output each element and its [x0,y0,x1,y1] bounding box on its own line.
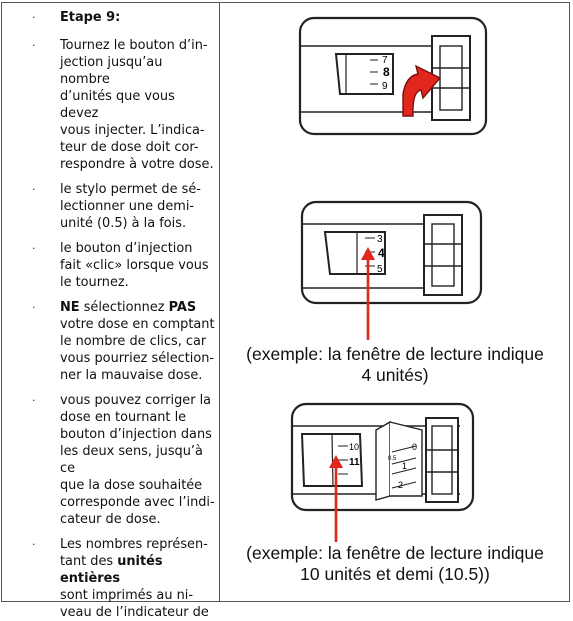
pen-dial-illustration-3 [290,402,475,512]
column-divider [219,2,220,602]
list-item: · le stylo permet de sé- lectionner une demi- unité (0.5) à la fois. [32,182,201,231]
scale-number: 3 [377,234,383,245]
step-heading: Etape 9: [60,10,121,25]
dial-number: 1 [402,461,408,471]
indicator-arrow-icon [326,454,346,544]
figure-caption: (exemple: la fenêtre de lecture indique 10 unités et demi (10.5)) [246,543,544,584]
figure-caption: (exemple: la fenêtre de lecture indique 4 unités) [246,344,544,385]
list-item: · Tournez le bouton d’in- jection jusqu’au nombre d’unités que vous devez vous injecter. L’indica- teur de dose doit cor- respondre à votre dose. [32,38,214,172]
scale-number: 4 [378,246,385,260]
list-item: · Les nombres représen- tant des unités entières sont imprimés au ni- veau de l’indicateur de [32,537,209,620]
step-heading-item: · Etape 9: [32,10,121,25]
list-item: · NE sélectionnez PAS votre dose en comptant le nombre de clics, car vous pourriez sélection- ner la mauvaise dose. [32,300,215,383]
indicator-arrow-icon [358,246,378,342]
scale-number: 9 [382,81,388,92]
scale-number: 5 [377,264,383,275]
pen-dial-illustration-1 [298,16,488,136]
list-item: · vous pouvez corriger la dose en tournant le bouton d’injection dans les deux sens, jusqu’à ce que la dose souhaitée corresponde avec l’indi- cateur de dose. [32,393,215,527]
scale-number: 7 [382,55,388,66]
instruction-column [8,9,216,621]
pen-dial-illustration-2 [300,200,483,305]
dial-number: 2 [398,480,404,490]
dial-number: 0.5 [388,456,397,462]
dial-number: 0 [412,442,418,452]
scale-number: 10 [349,442,360,452]
list-item: · le bouton d’injection fait «clic» lorsque vous le tournez. [32,241,209,290]
scale-number: 8 [383,65,390,79]
scale-number: 11 [349,457,360,468]
